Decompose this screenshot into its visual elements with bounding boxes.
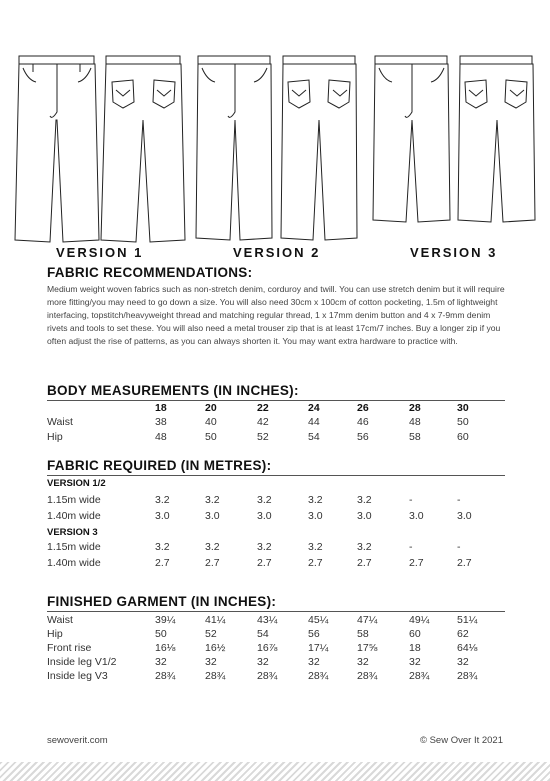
- table-cell: 17¼: [308, 642, 329, 654]
- table-cell: 32: [457, 656, 469, 668]
- table-cell: 39¼: [155, 614, 176, 626]
- table-cell: 51¼: [457, 614, 478, 626]
- version2-back-jeans: [281, 56, 357, 240]
- divider: [47, 475, 505, 476]
- size-header: 26: [357, 402, 369, 414]
- table-cell: 3.0: [457, 510, 472, 522]
- version1-back-jeans: [101, 56, 185, 242]
- table-cell: 2.7: [205, 557, 220, 569]
- version-2-label: VERSION 2: [233, 245, 321, 260]
- table-cell: 32: [155, 656, 167, 668]
- version3-back-jeans: [458, 56, 535, 222]
- divider: [47, 611, 505, 612]
- table-cell: 28¾: [409, 670, 430, 682]
- size-header: 24: [308, 402, 320, 414]
- divider: [47, 400, 505, 401]
- size-header: 20: [205, 402, 217, 414]
- table-cell: 60: [409, 628, 421, 640]
- row-label: Inside leg V1/2: [47, 656, 117, 668]
- footer-copyright: © Sew Over It 2021: [419, 735, 503, 746]
- version-1-label: VERSION 1: [56, 245, 144, 260]
- table-cell: 16⅛: [155, 642, 176, 654]
- table-cell: -: [457, 494, 461, 506]
- table-cell: 28¾: [257, 670, 278, 682]
- table-cell: 32: [409, 656, 421, 668]
- row-label: 1.15m wide: [47, 494, 101, 506]
- group-title: VERSION 1/2: [47, 478, 106, 489]
- table-cell: 3.2: [257, 494, 272, 506]
- table-cell: 40: [205, 416, 217, 428]
- table-cell: 17⅝: [357, 642, 378, 654]
- table-cell: 2.7: [257, 557, 272, 569]
- decorative-stripes: [0, 762, 550, 781]
- table-cell: 45¼: [308, 614, 329, 626]
- table-cell: 3.2: [205, 494, 220, 506]
- table-cell: 2.7: [308, 557, 323, 569]
- table-cell: 50: [457, 416, 469, 428]
- table-cell: 16½: [205, 642, 226, 654]
- table-cell: 28¾: [357, 670, 378, 682]
- table-cell: 3.2: [308, 541, 323, 553]
- table-cell: 32: [357, 656, 369, 668]
- table-cell: 3.0: [409, 510, 424, 522]
- fabric-recommendations-text: Medium weight woven fabrics such as non-stretch denim, corduroy and twill. You can use stretch denim but it will require more fitting/you may need to go down a size. You will also need 30cm x 100cm of cotton pocketing, 1.5m of lightweight interfacing, topstitch/heavyweight thread and matching regular thread, 1 x 17mm denim button and 4 x 7-9mm denim rivets and tools to set these. You will also need a metal trouser zip that is at least 17cm/7 inches. Buy a longer zip if you often adjust the rise of patterns, as you can always shorten it. You may want extra hardware to practice with.: [47, 284, 505, 347]
- table-cell: 64⅛: [457, 642, 478, 654]
- table-cell: -: [457, 541, 461, 553]
- table-cell: 28¾: [308, 670, 329, 682]
- row-label: Hip: [47, 628, 63, 640]
- table-cell: 2.7: [357, 557, 372, 569]
- footer-website: sewoverit.com: [47, 735, 108, 746]
- table-cell: 28¾: [457, 670, 478, 682]
- row-label: Waist: [47, 614, 73, 626]
- table-cell: 58: [409, 431, 421, 443]
- table-cell: 3.0: [257, 510, 272, 522]
- table-cell: 38: [155, 416, 167, 428]
- table-cell: 32: [257, 656, 269, 668]
- row-label: 1.15m wide: [47, 541, 101, 553]
- table-cell: 3.2: [357, 494, 372, 506]
- table-cell: 48: [155, 431, 167, 443]
- fabric-recommendations-heading: FABRIC RECOMMENDATIONS:: [47, 265, 253, 280]
- size-header: 18: [155, 402, 167, 414]
- table-cell: 41¼: [205, 614, 226, 626]
- table-cell: 3.2: [155, 494, 170, 506]
- body-measurements-heading: BODY MEASUREMENTS (IN INCHES):: [47, 383, 299, 398]
- table-cell: 50: [155, 628, 167, 640]
- table-cell: 32: [308, 656, 320, 668]
- size-header: 28: [409, 402, 421, 414]
- table-cell: 3.0: [308, 510, 323, 522]
- table-cell: 48: [409, 416, 421, 428]
- size-header: 22: [257, 402, 269, 414]
- table-cell: 46: [357, 416, 369, 428]
- row-label: Inside leg V3: [47, 670, 108, 682]
- table-cell: 56: [308, 628, 320, 640]
- table-cell: 52: [257, 431, 269, 443]
- table-cell: 3.0: [357, 510, 372, 522]
- version-3-label: VERSION 3: [410, 245, 498, 260]
- row-label: Waist: [47, 416, 73, 428]
- table-cell: 60: [457, 431, 469, 443]
- table-cell: 56: [357, 431, 369, 443]
- table-cell: 3.0: [155, 510, 170, 522]
- table-cell: 32: [205, 656, 217, 668]
- table-cell: 44: [308, 416, 320, 428]
- table-cell: 58: [357, 628, 369, 640]
- table-cell: 2.7: [457, 557, 472, 569]
- table-cell: 3.2: [357, 541, 372, 553]
- table-cell: 49¼: [409, 614, 430, 626]
- table-cell: 3.2: [257, 541, 272, 553]
- table-cell: 54: [308, 431, 320, 443]
- table-cell: -: [409, 494, 413, 506]
- table-cell: 3.2: [308, 494, 323, 506]
- table-cell: 47¼: [357, 614, 378, 626]
- table-cell: 28¾: [155, 670, 176, 682]
- table-cell: 42: [257, 416, 269, 428]
- row-label: 1.40m wide: [47, 510, 101, 522]
- table-cell: 54: [257, 628, 269, 640]
- finished-garment-heading: FINISHED GARMENT (IN INCHES):: [47, 594, 277, 609]
- table-cell: 3.0: [205, 510, 220, 522]
- table-cell: 52: [205, 628, 217, 640]
- table-cell: 2.7: [155, 557, 170, 569]
- fabric-required-heading: FABRIC REQUIRED (IN METRES):: [47, 458, 272, 473]
- row-label: 1.40m wide: [47, 557, 101, 569]
- table-cell: 3.2: [205, 541, 220, 553]
- group-title: VERSION 3: [47, 527, 98, 538]
- version2-front-jeans: [196, 56, 272, 240]
- table-cell: 2.7: [409, 557, 424, 569]
- row-label: Front rise: [47, 642, 92, 654]
- table-cell: 50: [205, 431, 217, 443]
- row-label: Hip: [47, 431, 63, 443]
- table-cell: -: [409, 541, 413, 553]
- table-cell: 43¼: [257, 614, 278, 626]
- version1-front-jeans: [15, 56, 99, 242]
- table-cell: 16⅞: [257, 642, 278, 654]
- jeans-illustrations: [0, 50, 550, 250]
- table-cell: 3.2: [155, 541, 170, 553]
- table-cell: 18: [409, 642, 421, 654]
- size-header: 30: [457, 402, 469, 414]
- version3-front-jeans: [373, 56, 450, 222]
- table-cell: 28¾: [205, 670, 226, 682]
- table-cell: 62: [457, 628, 469, 640]
